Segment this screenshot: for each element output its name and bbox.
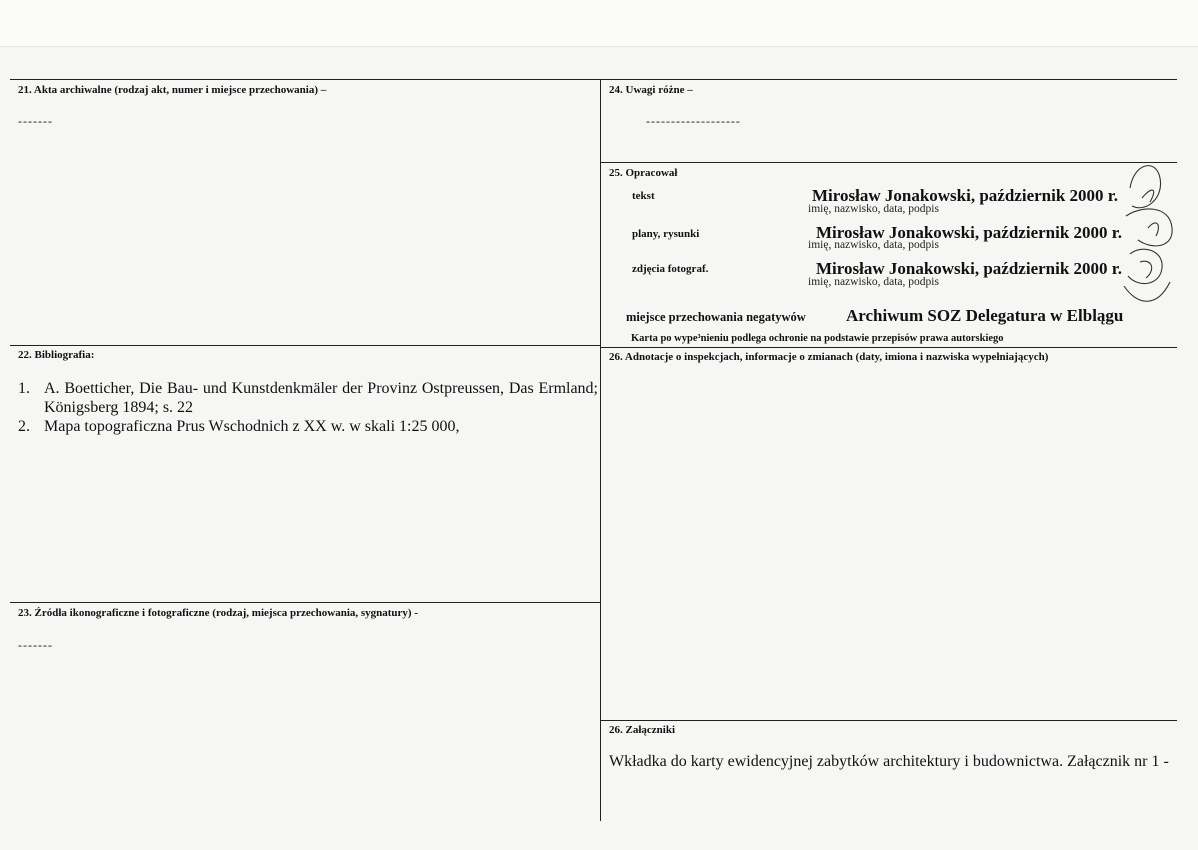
section-26-attachments-value: Wkładka do karty ewidencyjnej zabytków architektury i budownictwa. Załącznik nr 1 - bbox=[609, 753, 1169, 770]
section-26-attachments-label: 26. Załączniki bbox=[609, 724, 676, 736]
author-row-label-plans: plany, rysunki bbox=[632, 228, 700, 240]
bibliography-item bbox=[18, 417, 598, 436]
bibliography-item-number: 1. bbox=[18, 380, 30, 397]
section-22-label: 22. Bibliografia: bbox=[18, 349, 95, 361]
negatives-label: miejsce przechowania negatywów bbox=[626, 310, 806, 324]
author-row-caption-plans: imię, nazwisko, data, podpis bbox=[808, 239, 939, 251]
author-row-caption-photos: imię, nazwisko, data, podpis bbox=[808, 276, 939, 288]
section-24-value: ------------------- bbox=[646, 114, 741, 128]
section-26-annotations-label: 26. Adnotacje o inspekcjach, informacje o zmianach (daty, imiona i nazwiska wypełniających) bbox=[609, 351, 1049, 363]
author-row-label-photos: zdjęcia fotograf. bbox=[632, 263, 709, 275]
center-divider bbox=[600, 79, 601, 821]
signature-icon bbox=[1112, 158, 1184, 312]
bibliography-list bbox=[18, 379, 598, 436]
bibliography-item-text: A. Boetticher, Die Bau- und Kunstdenkmäler der Provinz Ostpreussen, Das Ermland; Königsberg 1894; s. 22 bbox=[44, 380, 598, 416]
rule-24-25 bbox=[601, 162, 1177, 163]
negatives-value: Archiwum SOZ Delegatura w Elblągu bbox=[846, 306, 1124, 325]
section-23-value: ------- bbox=[18, 638, 53, 652]
rule-26-zal bbox=[601, 720, 1177, 721]
section-21-label: 21. Akta archiwalne (rodzaj akt, numer i miejsce przechowania) – bbox=[18, 84, 327, 96]
top-rule bbox=[10, 79, 1177, 80]
author-row-name-photos: Mirosław Jonakowski, październik 2000 r. bbox=[816, 259, 1123, 278]
section-24-label: 24. Uwagi różne – bbox=[609, 84, 693, 96]
scan-top-margin bbox=[0, 0, 1198, 47]
section-25-label: 25. Opracował bbox=[609, 167, 678, 179]
rule-25-26 bbox=[601, 347, 1177, 348]
copyright-note: Karta po wype³nieniu podlega ochronie na podstawie przepisów prawa autorskiego bbox=[631, 333, 1004, 344]
author-row-label-text: tekst bbox=[632, 190, 655, 202]
rule-22-23 bbox=[10, 602, 600, 603]
author-row-caption-text: imię, nazwisko, data, podpis bbox=[808, 203, 939, 215]
rule-21-22 bbox=[10, 345, 600, 346]
section-23-label: 23. Źródła ikonograficzne i fotograficzne (rodzaj, miejsca przechowania, sygnatury) - bbox=[18, 607, 419, 619]
bibliography-item-number: 2. bbox=[18, 418, 30, 435]
bibliography-item bbox=[18, 379, 598, 417]
author-row-name-text: Mirosław Jonakowski, październik 2000 r. bbox=[812, 186, 1119, 205]
bibliography-item-text: Mapa topograficzna Prus Wschodnich z XX w. w skali 1:25 000, bbox=[44, 418, 460, 435]
section-21-value: ------- bbox=[18, 114, 53, 128]
author-row-name-plans: Mirosław Jonakowski, październik 2000 r. bbox=[816, 223, 1123, 242]
